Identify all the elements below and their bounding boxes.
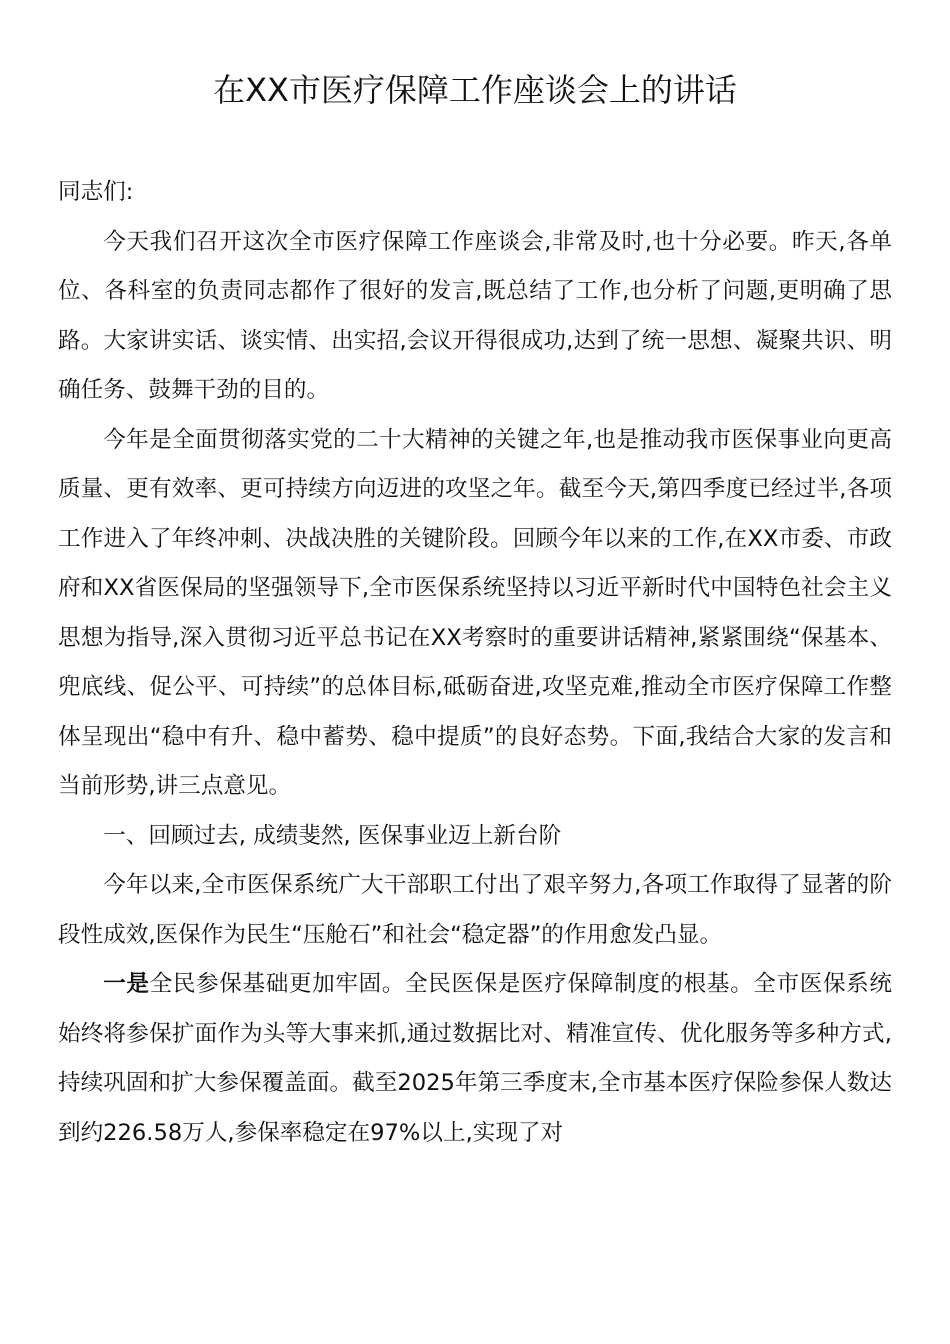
section-heading: 一、回顾过去, 成绩斐然, 医保事业迈上新台阶 [103,822,562,849]
point-one-paragraph [58,960,892,1158]
section-paragraph: 今年以来,全市医保系统广大干部职工付出了艰辛努力,各项工作取得了显著的阶段性成效,医保作为民生“压舱石”和社会“稳定器”的作用愈发凸显。 [58,872,892,948]
paragraph-review: 今年是全面贯彻落实党的二十大精神的关键之年,也是推动我市医保事业向更高质量、更有效率、更可持续方向迈进的攻坚之年。截至今天,第四季度已经过半,各项工作进入了年终冲刺、决战决胜的关键阶段。回顾今年以来的工作,在XX市委、市政府和XX省医保局的坚强领导下,全市医保系统坚持以习近平新时代中国特色社会主义思想为指导,深入贯彻习近平总书记在XX考察时的重要讲话精神,紧紧围绕“保基本、兜底线、促公平、可持续”的总体目标,砥砺奋进,攻坚克难,推动全市医疗保障工作整体呈现出“稳中有升、稳中蓄势、稳中提质”的良好态势。下面,我结合大家的发言和当前形势,讲三点意见。 [58,426,892,799]
point-one-lead: 一是 [103,971,150,997]
salutation: 同志们: [58,179,134,205]
point-one-text: 全民参保基础更加牢固。全民医保是医疗保障制度的根基。全市医保系统始终将参保扩面作为头等大事来抓,通过数据比对、精准宣传、优化服务等多种方式,持续巩固和扩大参保覆盖面。截至2025年第三季度末,全市基本医疗保险参保人数达到约226.58万人,参保率稳定在97%以上,实现了对 [58,971,892,1146]
document-title: 在XX市医疗保障工作座谈会上的讲话 [213,71,737,109]
document-body [58,168,892,1158]
paragraph-opening: 今天我们召开这次全市医疗保障工作座谈会,非常及时,也十分必要。昨天,各单位、各科室的负责同志都作了很好的发言,既总结了工作,也分析了问题,更明确了思路。大家讲实话、谈实情、出实招,会议开得很成功,达到了统一思想、凝聚共识、明确任务、鼓舞干劲的目的。 [58,228,892,403]
